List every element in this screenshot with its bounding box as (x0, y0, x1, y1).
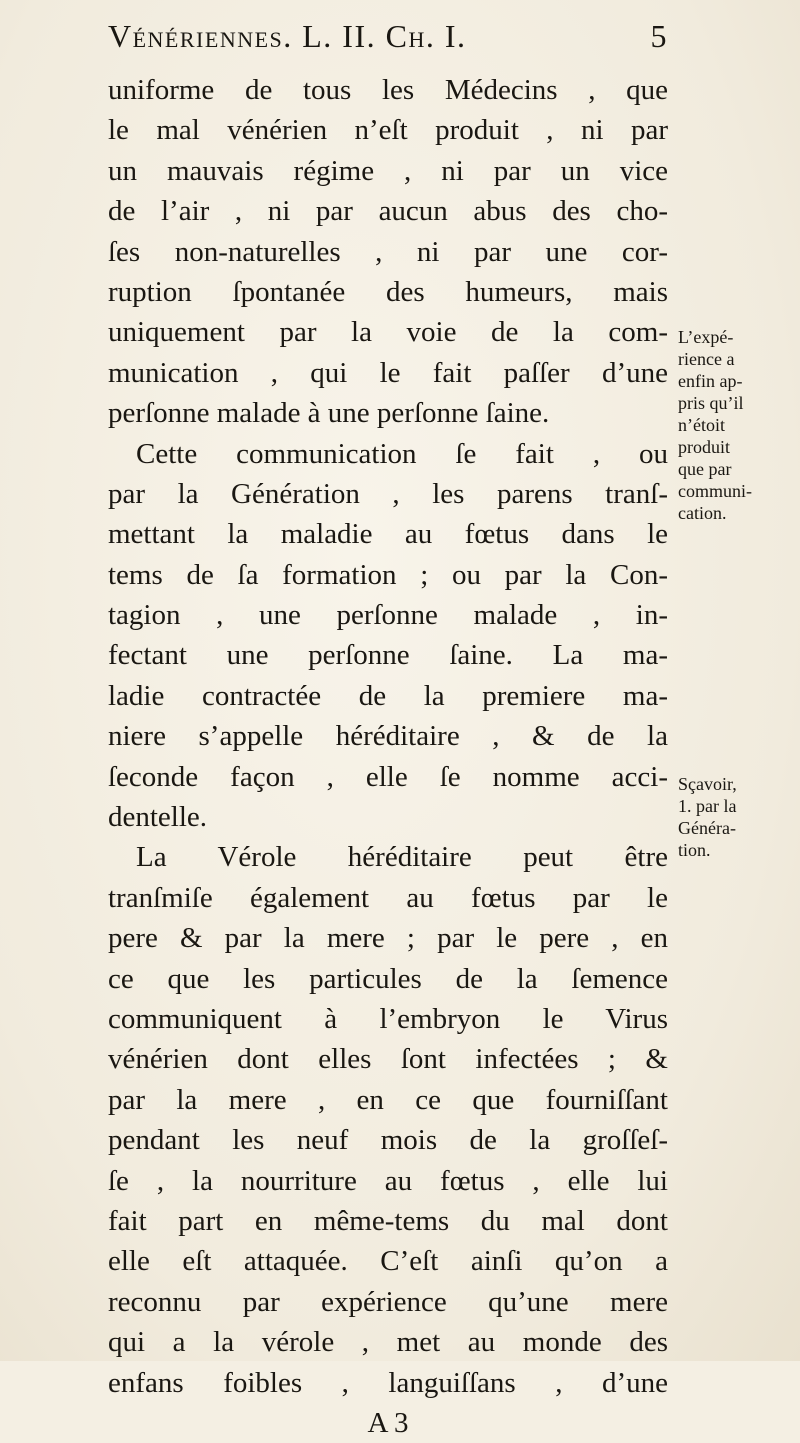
page-number: 5 (650, 18, 668, 54)
text-line: vénérien dont elles ſont infectées ; & (108, 1043, 668, 1076)
margin-note-line: 1. par la (678, 796, 737, 816)
text-line: reconnu par expérience qu’une mere (108, 1285, 668, 1318)
margin-note-experience (678, 326, 796, 524)
text-line: par la mere , en ce que fourniſſant (108, 1083, 668, 1116)
margin-note-line: produit (678, 437, 730, 457)
margin-note-line: communi- (678, 481, 752, 501)
text-line: ladie contractée de la premiere ma- (108, 679, 668, 712)
margin-note-line: n’étoit (678, 415, 725, 435)
text-line: munication , qui le fait paſſer d’une (108, 356, 668, 389)
text-line: tagion , une perſonne malade , in- (108, 599, 668, 632)
text-line: ſeconde façon , elle ſe nomme acci- (108, 760, 668, 793)
text-line: perſonne malade à une perſonne ſaine. (108, 397, 550, 430)
text-line: ce que les particules de la ſemence (108, 962, 668, 995)
margin-note-line: que par (678, 459, 732, 479)
margin-note-generation (678, 773, 796, 861)
text-line: mettant la maladie au fœtus dans le (108, 518, 668, 551)
margin-note-line: enfin ap- (678, 371, 743, 391)
margin-note-line: rience a (678, 349, 735, 369)
text-line: ſe , la nourriture au fœtus , elle lui (108, 1164, 668, 1197)
text-line: pere & par la mere ; par le pere , en (108, 922, 668, 955)
text-line: tranſmiſe également au fœtus par le (108, 881, 668, 914)
text-line: uniquement par la voie de la com- (108, 316, 668, 349)
text-line: niere s’appelle héréditaire , & de la (108, 720, 668, 753)
text-line: La Vérole héréditaire peut être (136, 841, 668, 874)
text-line: ſes non-naturelles , ni par une cor- (108, 235, 668, 268)
text-line: Cette communication ſe fait , ou (136, 437, 668, 470)
margin-note-line: Sçavoir, (678, 774, 737, 794)
text-line: pendant les neuf mois de la groſſeſ- (108, 1124, 668, 1157)
text-line: tems de ſa formation ; ou par la Con- (108, 558, 668, 591)
text-line: dentelle. (108, 801, 208, 834)
text-line: de l’air , ni par aucun abus des cho- (108, 195, 668, 228)
margin-note-line: Généra- (678, 818, 736, 838)
main-text (108, 70, 668, 1443)
text-line: enfans foibles , languiſſans , d’une (108, 1366, 668, 1399)
text-line: elle eſt attaquée. C’eſt ainſi qu’on a (108, 1245, 668, 1278)
margin-note-line: tion. (678, 840, 711, 860)
running-title: Vénériennes. L. II. Ch. I. (108, 18, 467, 54)
text-line: le mal vénérien n’eſt produit , ni par (108, 114, 668, 147)
text-line: fait part en même-tems du mal dont (108, 1204, 668, 1237)
text-line: ruption ſpontanée des humeurs, mais (108, 275, 668, 308)
text-line: communiquent à l’embryon le Virus (108, 1002, 668, 1035)
text-line: qui a la vérole , met au monde des (108, 1326, 668, 1359)
margin-note-line: L’expé- (678, 327, 734, 347)
text-line: par la Génération , les parens tranſ- (108, 477, 668, 510)
text-line: un mauvais régime , ni par un vice (108, 154, 668, 187)
page-header (108, 18, 668, 55)
margin-note-line: pris qu’il (678, 393, 744, 413)
margin-note-line: cation. (678, 503, 727, 523)
text-line: uniforme de tous les Médecins , que (108, 74, 668, 106)
signature-mark: A 3 (367, 1406, 409, 1439)
text-line: fectant une perſonne ſaine. La ma- (108, 639, 668, 672)
